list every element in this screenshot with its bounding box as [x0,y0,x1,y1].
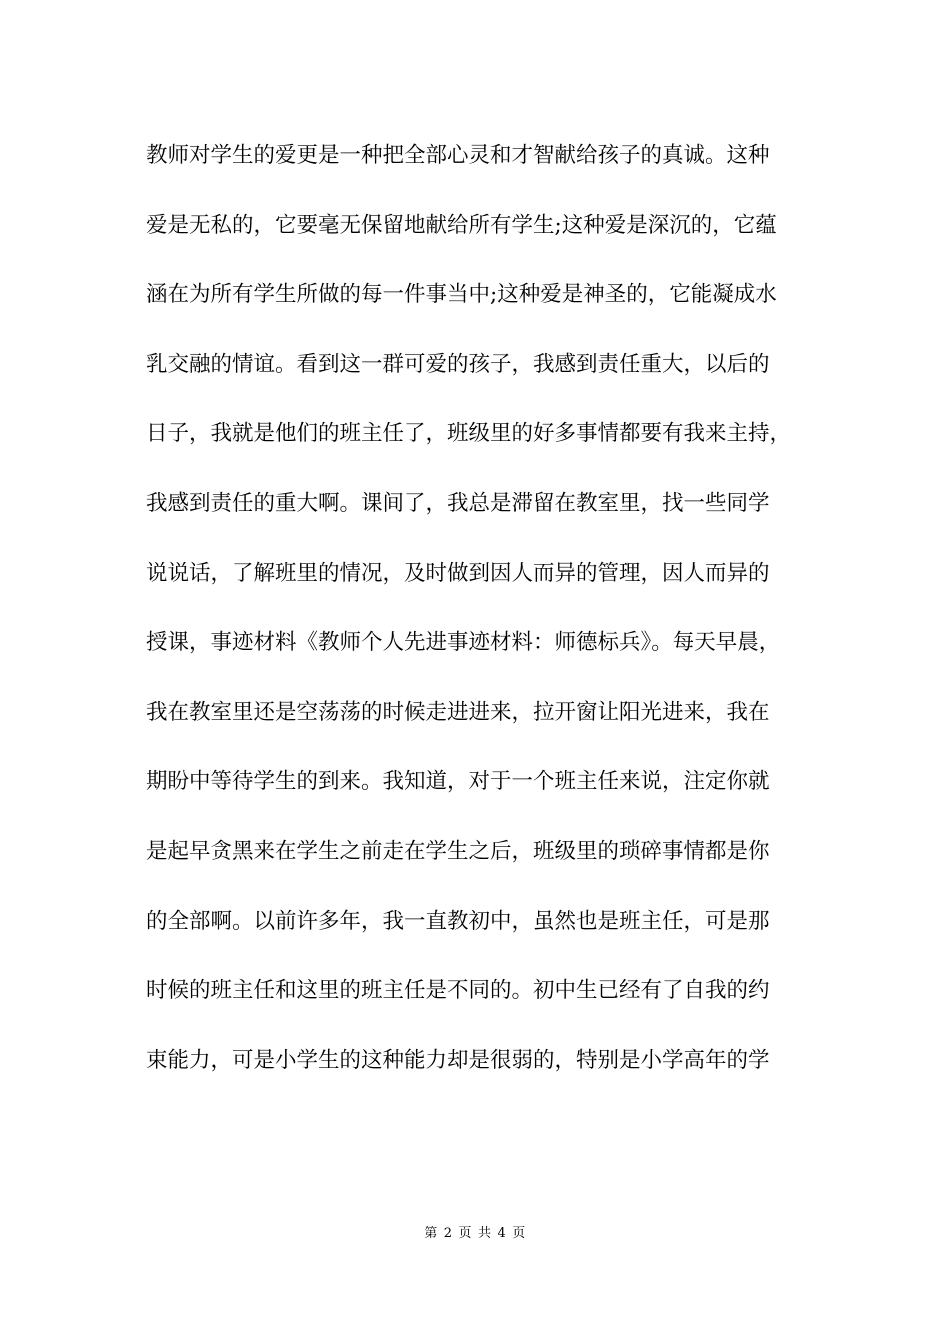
text-line: 日子，我就是他们的班主任了，班级里的好多事情都要有我来主持， [146,421,792,447]
footer-total-word: 共 [478,1226,492,1241]
footer-prefix: 第 [424,1226,438,1241]
footer-suffix: 页 [512,1226,526,1241]
text-line: 的全部啊。以前许多年，我一直教初中，虽然也是班主任，可是那 [146,908,770,934]
total-pages-number: 4 [497,1226,507,1241]
text-line: 是起早贪黑来在学生之前走在学生之后，班级里的琐碎事情都是你 [146,838,770,864]
text-line: 我在教室里还是空荡荡的时候走进进来，拉开窗让阳光进来，我在 [146,699,770,725]
footer-page-word: 页 [458,1226,472,1241]
current-page-number: 2 [443,1226,453,1241]
text-line: 时候的班主任和这里的班主任是不同的。初中生已经有了自我的约 [146,978,770,1004]
text-line: 涵在为所有学生所做的每一件事当中;这种爱是神圣的，它能凝成水 [146,282,777,308]
text-line: 教师对学生的爱更是一种把全部心灵和才智献给孩子的真诚。这种 [146,143,770,168]
text-line: 授课，事迹材料《教师个人先进事迹材料：师德标兵》。每天早晨， [146,630,781,656]
page-footer [0,1224,950,1244]
text-line: 期盼中等待学生的到来。我知道，对于一个班主任来说，注定你就 [146,769,770,795]
text-line: 我感到责任的重大啊。课间了，我总是滞留在教室里，找一些同学 [146,490,770,516]
text-line: 乳交融的情谊。看到这一群可爱的孩子，我感到责任重大，以后的 [146,351,770,377]
text-line: 说说话，了解班里的情况，及时做到因人而异的管理，因人而异的 [146,560,770,586]
body-text [146,138,826,1112]
text-line: 爱是无私的，它要毫无保留地献给所有学生;这种爱是深沉的，它蕴 [146,212,777,238]
text-line: 束能力，可是小学生的这种能力却是很弱的，特别是小学高年的学 [146,1047,770,1073]
